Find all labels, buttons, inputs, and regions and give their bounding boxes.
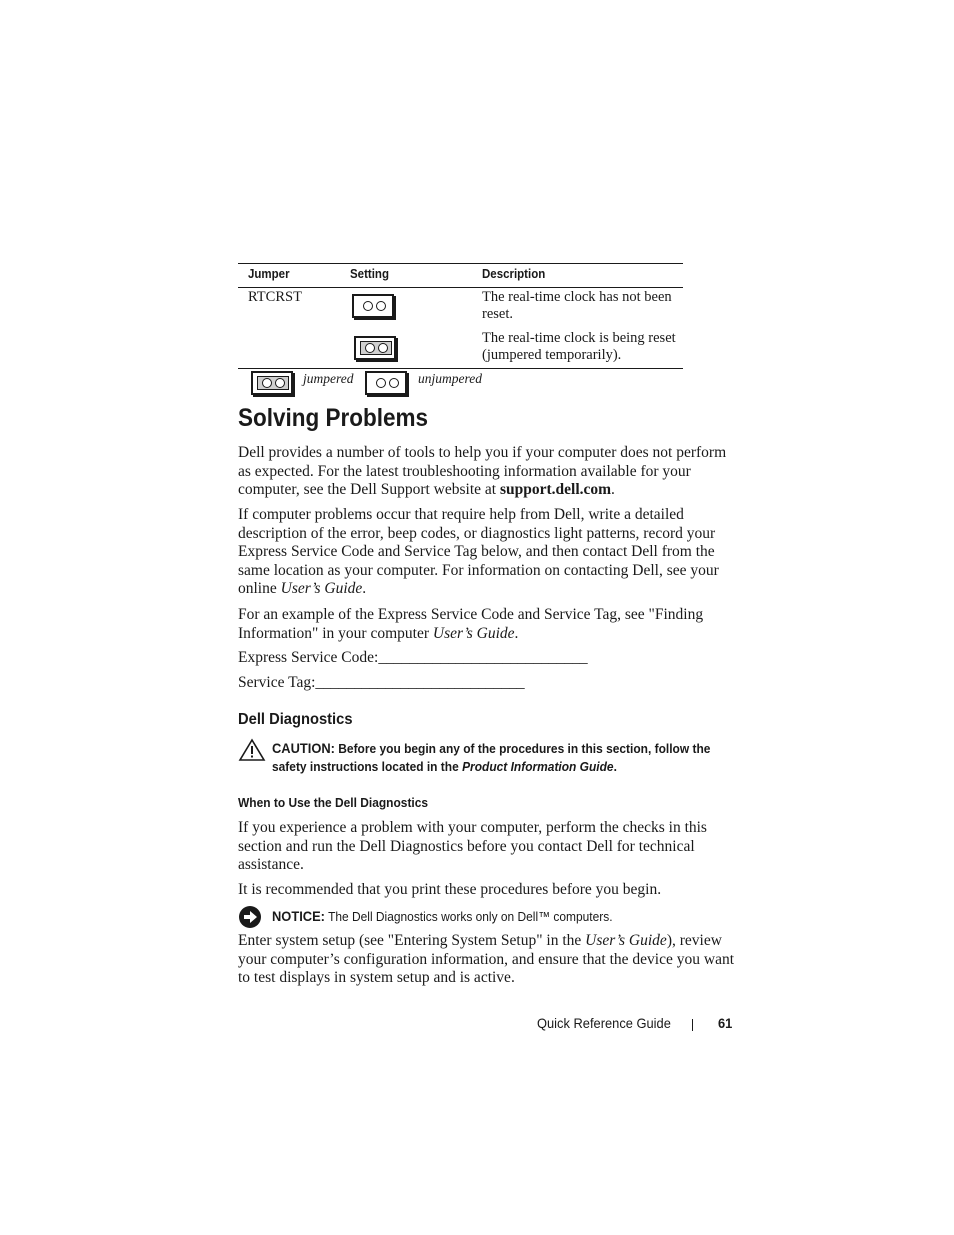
pin-icon — [376, 378, 386, 388]
caution-end: . — [613, 759, 617, 774]
caution-line-2: safety instructions located in the — [272, 759, 463, 774]
diagnostics-paragraph-3 — [238, 932, 738, 988]
row-2-description: The real-time clock is being reset (jumpered temporarily). — [482, 330, 676, 363]
product-info-guide-ref: Product Information Guide — [462, 759, 614, 774]
unjumpered-setting-icon — [352, 294, 394, 318]
diagnostics-subheading: When to Use the Dell Diagnostics — [238, 795, 429, 810]
diagnostics-heading: Dell Diagnostics — [238, 711, 353, 728]
table-header-rule — [238, 287, 683, 288]
header-description: Description — [482, 267, 546, 281]
notice-arrow-icon — [238, 905, 262, 929]
diagnostics-paragraph-2: It is recommended that you print these procedures before you begin. — [238, 881, 662, 898]
warning-triangle-icon — [238, 738, 266, 762]
pin-icon — [275, 378, 285, 388]
pin-icon — [389, 378, 399, 388]
intro-text: Dell provides a number of tools to help you if your computer does not perform as expected. For the latest troubleshooting information available for your computer, see the Dell Support website at — [238, 444, 727, 499]
legend-jumpered-icon — [251, 371, 293, 395]
legend-unjumpered-icon — [365, 371, 407, 395]
problems-text: If computer problems occur that require help from Dell, write a detailed description of the error, beep codes, or diagnostics light patterns, record your Express Service Code and Service Tag below, and then contact Dell from the same location as your computer. For information on contacting Dell, see your online — [238, 506, 719, 598]
users-guide-ref: User’s Guide — [280, 580, 363, 598]
setup-text-end: ), review your computer’s configuration information, and ensure that the device you want to test displays in system setup and is active. — [238, 932, 734, 987]
example-paragraph — [238, 606, 738, 643]
jumpered-setting-icon — [354, 336, 396, 360]
caution-label: CAUTION: — [272, 740, 335, 756]
users-guide-ref: User’s Guide — [432, 624, 515, 642]
support-link[interactable]: support.dell.com — [499, 481, 612, 499]
pin-icon — [363, 301, 373, 311]
express-service-code-field: Express Service Code:___________________________ — [238, 649, 588, 666]
table-bottom-rule — [238, 368, 683, 369]
setup-text: Enter system setup (see "Entering System Setup" in the — [238, 932, 586, 949]
table-top-rule — [238, 263, 683, 264]
notice-body: The Dell Diagnostics works only on Dell™ computers. — [324, 909, 613, 924]
pin-icon — [365, 343, 375, 353]
example-end: . — [514, 624, 519, 642]
intro-paragraph — [238, 444, 738, 500]
users-guide-ref: User’s Guide — [585, 932, 667, 949]
problems-paragraph — [238, 506, 738, 599]
legend-unjumpered-label: unjumpered — [418, 371, 482, 386]
footer-separator — [692, 1019, 693, 1031]
legend-jumpered-label: jumpered — [303, 371, 354, 386]
page-number: 61 — [718, 1015, 733, 1031]
jumper-name: RTCRST — [248, 289, 302, 305]
row-1-description: The real-time clock has not been reset. — [482, 289, 672, 322]
pin-icon — [376, 301, 386, 311]
section-title: Solving Problems — [238, 404, 429, 432]
pin-icon — [378, 343, 388, 353]
header-setting: Setting — [350, 267, 389, 281]
diagnostics-paragraph-1: If you experience a problem with your computer, perform the checks in this section and run the Dell Diagnostics before you contact Dell for technical assistance. — [238, 819, 707, 874]
pin-icon — [262, 378, 272, 388]
caution-text — [272, 739, 711, 776]
problems-end: . — [362, 580, 367, 598]
caution-line-1: Before you begin any of the procedures in this section, follow the — [334, 741, 711, 756]
notice-label: NOTICE: — [272, 908, 325, 924]
intro-end: . — [611, 481, 615, 499]
header-jumper: Jumper — [248, 267, 290, 281]
example-text: For an example of the Express Service Code and Service Tag, see "Finding Information" in your computer — [238, 606, 704, 642]
service-tag-field: Service Tag:___________________________ — [238, 674, 525, 691]
footer-guide-name: Quick Reference Guide — [537, 1015, 671, 1031]
notice-text — [272, 907, 704, 926]
